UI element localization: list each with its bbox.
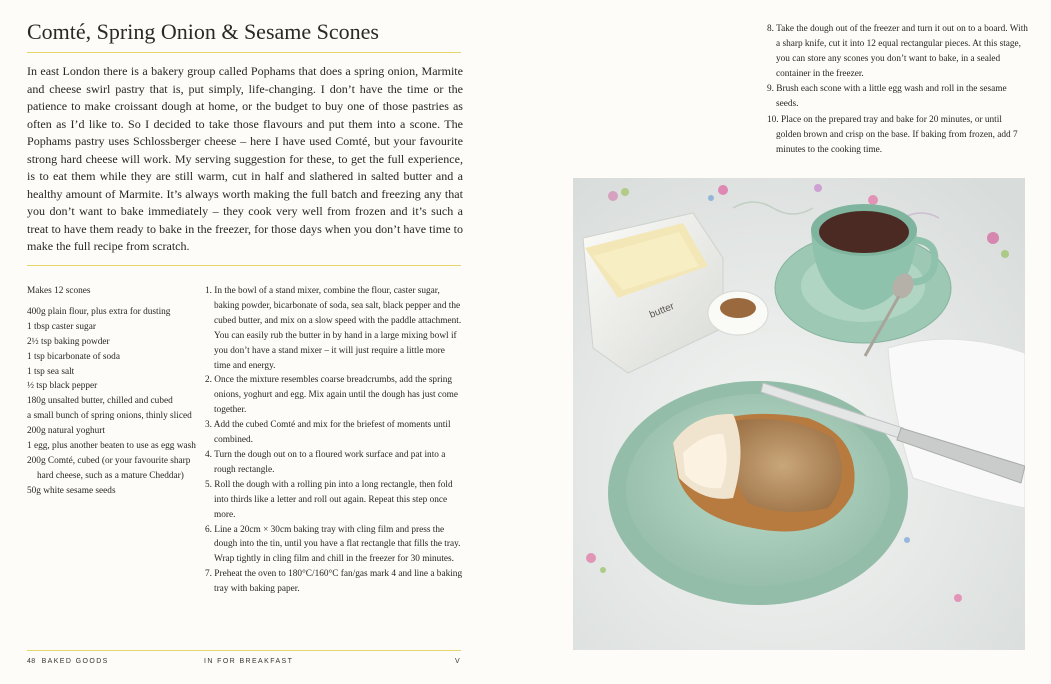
ingredient-item: 200g Comté, cubed (or your favourite sharp hard cheese, such as a mature Cheddar): [27, 455, 191, 481]
method-section: [205, 284, 463, 597]
sugar-bowl: [708, 291, 768, 335]
ingredient-item: 180g unsalted butter, chilled and cubed: [27, 396, 173, 407]
section-name: BAKED GOODS: [41, 658, 109, 665]
method-step: 4. Turn the dough out on to a floured work surface and pat into a rough rectangle.: [205, 449, 446, 475]
ingredients-section: [27, 284, 205, 499]
method-step: 9. Brush each scone with a little egg wash and roll in the sesame seeds.: [767, 84, 1007, 110]
intro-rule: [27, 265, 461, 266]
footer-mark: V: [455, 658, 462, 665]
ingredient-item: 1 tbsp caster sugar: [27, 321, 96, 332]
butter-dish-label: butter: [648, 301, 676, 321]
ingredient-item: 200g natural yoghurt: [27, 426, 105, 437]
method-step: 1. In the bowl of a stand mixer, combine the flour, caster sugar, baking powder, bicarbonate of soda, sea salt, black pepper and the cubed butter, and mix on a slow speed with the paddle attachment. You can easily rub the butter in by hand in a large mixing bowl if you don’t have a stand mixer – it will just require a little more time and energy.: [205, 286, 462, 371]
footer-chapter: IN FOR BREAKFAST: [204, 658, 294, 665]
recipe-photo: [573, 178, 1025, 650]
ingredient-item: 1 tsp bicarbonate of soda: [27, 351, 120, 362]
ingredient-item: 2½ tsp baking powder: [27, 336, 110, 347]
recipe-title: Comté, Spring Onion & Sesame Scones: [27, 19, 379, 44]
ingredients-list: [27, 305, 205, 499]
method-continued-section: [767, 22, 1029, 158]
ingredient-item: 1 tsp sea salt: [27, 366, 75, 377]
method-step: 6. Line a 20cm × 30cm baking tray with cling film and press the dough into the tin, until you have a flat rectangle that fills the tray. Wrap tightly in cling film and chill in the freezer for 30 minutes.: [205, 524, 461, 565]
intro-paragraph: In east London there is a bakery group called Pophams that does a spring onion, Marmite and cheese swirl pastry that is, put simply, life-changing. I don’t have the time or the patience to make croissant dough at home, or the budget to buy one of those pastries as often as I’d like to. So I decided to take those flavours and put them into a scone. The Pophams pastry uses Schlossberger cheese – here I have used Comté, but your favourite strong hard cheese will work. My serving suggestion for these, to get the full experience, is to eat them while they are still warm, cut in half and slathered in salted butter and a healthy amount of Marmite. It’s always worth making the full batch and freezing any that you don’t want to bake immediately – they cook very well from frozen and it’s such a treat to have them ready to bake in the freezer, for those days when you don’t have time to make the full recipe from scratch.: [27, 64, 463, 253]
page-number: 48: [27, 658, 36, 665]
ingredient-item: 50g white sesame seeds: [27, 485, 116, 496]
photo-illustration: [573, 178, 1025, 650]
method-continued-list: [767, 22, 1029, 158]
intro-text: [27, 63, 463, 256]
method-step: 2. Once the mixture resembles coarse breadcrumbs, add the spring onions, yoghurt and egg. Mix again until the dough has just come together.: [205, 375, 459, 416]
footer-left: [27, 658, 109, 665]
method-step: 8. Take the dough out of the freezer and turn it out on to a board. With a sharp knife, cut it into 12 equal rectangular pieces. At this stage, you can store any scones you don’t want to bake, in a sealed container in the freezer.: [767, 24, 1028, 80]
method-step: 3. Add the cubed Comté and mix for the briefest of moments until combined.: [205, 420, 451, 446]
ingredient-item: a small bunch of spring onions, thinly sliced: [27, 411, 192, 422]
ingredient-item: 1 egg, plus another beaten to use as egg wash: [27, 441, 196, 452]
method-list: [205, 284, 463, 597]
method-step: 10. Place on the prepared tray and bake for 20 minutes, or until golden brown and crisp on the base. If baking from frozen, add 7 minutes to the cooking time.: [767, 114, 1018, 155]
footer-rule: [27, 650, 461, 651]
title-rule: [27, 52, 461, 53]
ingredient-item: 400g plain flour, plus extra for dusting: [27, 306, 171, 317]
method-step: 7. Preheat the oven to 180°C/160°C fan/gas mark 4 and line a baking tray with baking paper.: [205, 569, 463, 595]
yield-label: Makes 12 scones: [27, 286, 91, 296]
method-step: 5. Roll the dough with a rolling pin into a long rectangle, then fold into thirds like a letter and roll out again. Repeat this step once more.: [205, 479, 453, 520]
ingredient-item: ½ tsp black pepper: [27, 381, 98, 392]
